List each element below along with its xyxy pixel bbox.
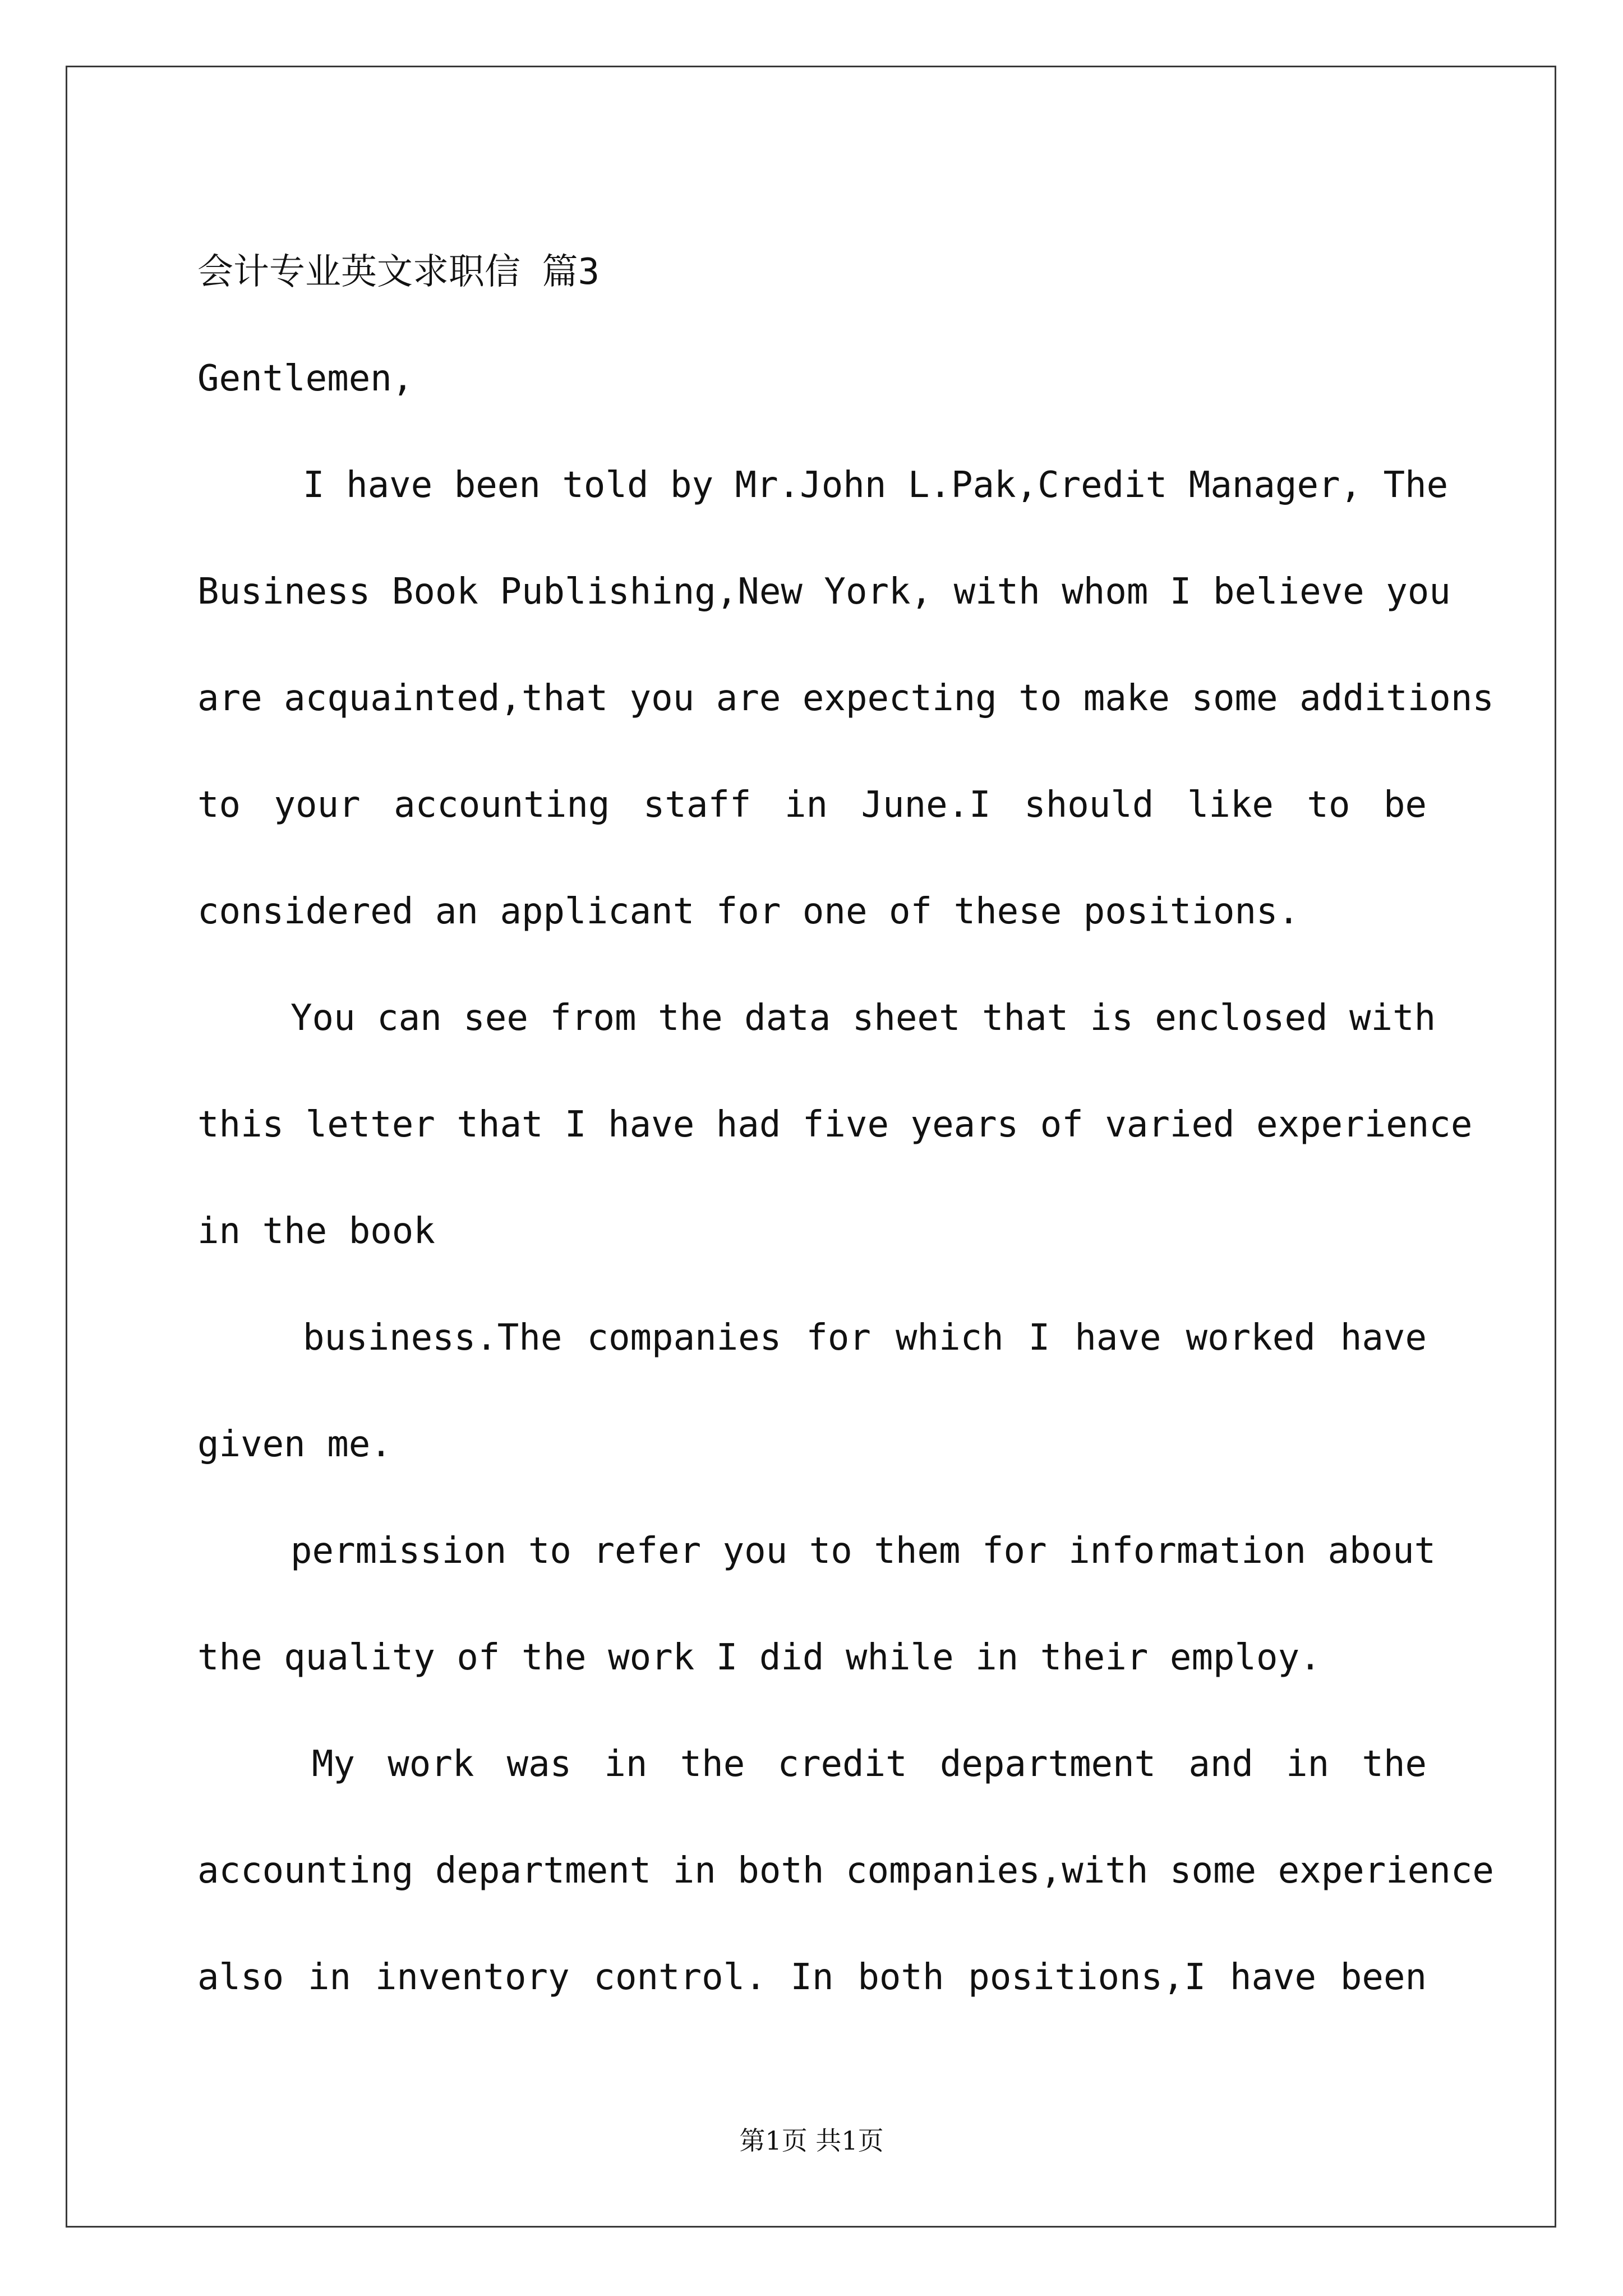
text-line: to your accounting staff in June.I should like to be (197, 784, 1427, 826)
page-footer: 第1页 共1页 (739, 2125, 884, 2156)
text-line: You can see from the data sheet that is enclosed with (291, 997, 1436, 1039)
text-line: I have been told by Mr.John L.Pak,Credit Manager, The (303, 464, 1449, 506)
text-line: business.The companies for which I have worked have (303, 1317, 1427, 1359)
text-line: the quality of the work I did while in their employ. (197, 1637, 1321, 1678)
text-line: permission to refer you to them for information about (291, 1530, 1436, 1572)
text-line: Business Book Publishing,New York, with whom I believe you (197, 571, 1451, 613)
text-line: in the book (197, 1211, 435, 1252)
document-title: 会计专业英文求职信 篇3 (197, 251, 600, 293)
text-line: accounting department in both companies,with some experience (197, 1850, 1494, 1892)
text-line: My work was in the credit department and in the (312, 1743, 1427, 1785)
text-line: considered an applicant for one of these positions. (197, 891, 1300, 932)
text-line: given me. (197, 1424, 392, 1465)
letter-body (197, 219, 1494, 2031)
salutation: Gentlemen, (197, 358, 414, 399)
text-line: this letter that I have had five years of varied experience (197, 1104, 1473, 1145)
text-line: also in inventory control. In both positions,I have been (197, 1957, 1427, 1998)
text-line: are acquainted,that you are expecting to make some additions (197, 678, 1494, 719)
